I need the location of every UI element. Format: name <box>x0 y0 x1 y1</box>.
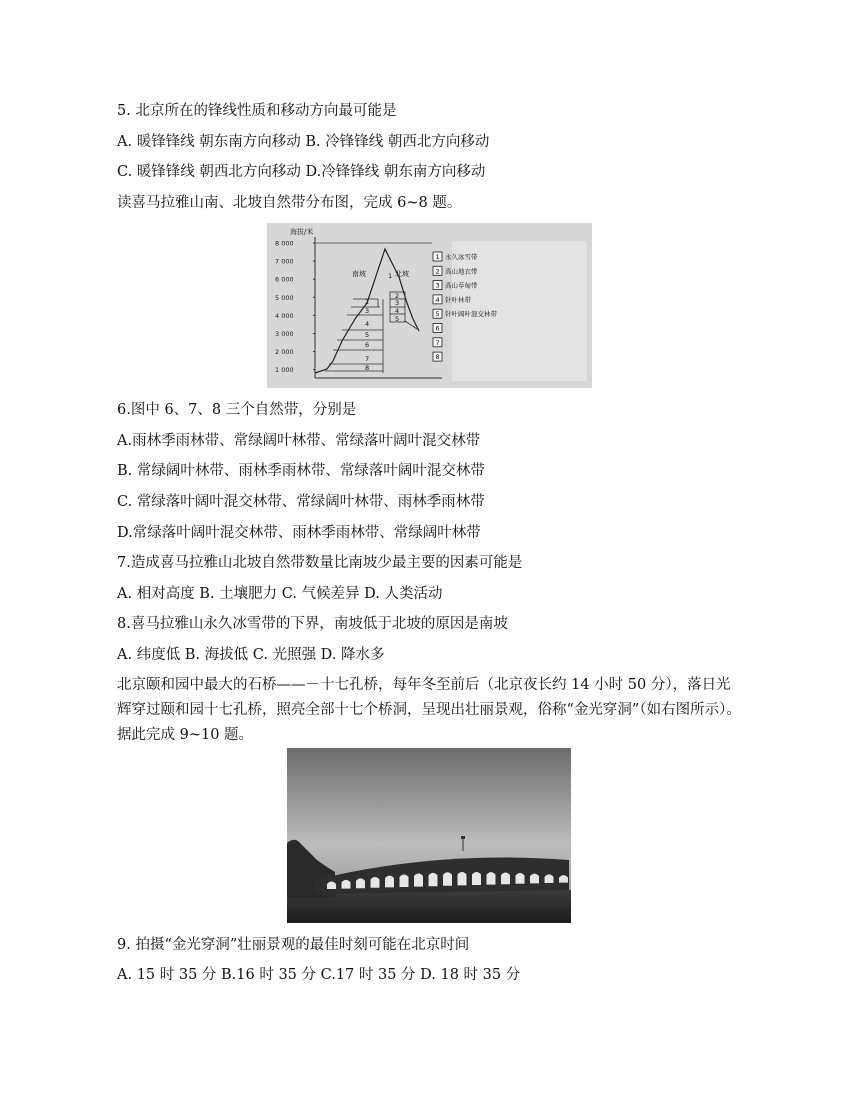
intro-questions-6-8: 读喜马拉雅山南、北坡自然带分布图，完成 6~8 题。 <box>117 195 462 211</box>
question-8-options: A. 纬度低 B. 海拔低 C. 光照强 D. 降水多 <box>117 647 385 663</box>
legend-number: 5 <box>435 310 440 319</box>
bridge-arch <box>356 878 365 888</box>
svg-text:7: 7 <box>365 355 370 363</box>
bridge-arch <box>516 873 525 884</box>
bridge-arch <box>400 875 409 887</box>
question-6-option-d: D.常绿落叶阔叶混交林带、雨林季雨林带、常绿阔叶林带 <box>117 525 481 541</box>
legend-number: 4 <box>435 295 440 304</box>
legend-number: 8 <box>435 353 440 362</box>
svg-text:5: 5 <box>365 331 370 339</box>
svg-text:8: 8 <box>365 364 370 372</box>
question-5: 5. 北京所在的锋线性质和移动方向最可能是 <box>117 103 397 119</box>
bridge-arch <box>530 874 539 884</box>
legend-number: 1 <box>435 253 440 261</box>
legend-label: 针叶阔叶混交林带 <box>445 310 497 319</box>
y-tick-label: 7 000 <box>275 257 294 266</box>
svg-text:4: 4 <box>395 307 400 315</box>
svg-text:2: 2 <box>365 298 370 306</box>
bridge-arch <box>487 872 496 884</box>
y-tick-label: 4 000 <box>275 311 294 320</box>
question-7: 7.造成喜马拉雅山北坡自然带数量比南坡少最主要的因素可能是 <box>117 555 523 571</box>
bridge-arch <box>342 880 351 889</box>
question-5-options-cd: C. 暖锋锋线 朝西北方向移动 D.冷锋锋线 朝东南方向移动 <box>117 164 486 180</box>
legend-number: 7 <box>435 338 440 347</box>
svg-text:1: 1 <box>388 272 393 280</box>
svg-text:5: 5 <box>395 315 400 323</box>
legend-label: 高山地衣带 <box>445 267 478 276</box>
y-tick-label: 3 000 <box>275 330 294 338</box>
bridge-arch <box>385 876 394 888</box>
bridge-arch <box>472 872 481 885</box>
legend-label: 高山草甸带 <box>445 281 478 290</box>
question-9: 9. 拍摄“金光穿洞”壮丽景观的最佳时刻可能在北京时间 <box>117 937 470 953</box>
bridge-arch <box>443 872 452 886</box>
legend-label: 针叶林带 <box>445 295 471 304</box>
y-tick-label: 1 000 <box>275 366 294 375</box>
svg-text:4: 4 <box>365 320 370 328</box>
y-axis-title: 海拔/米 <box>290 228 314 236</box>
svg-text:3: 3 <box>365 307 370 315</box>
svg-text:2: 2 <box>395 292 400 300</box>
svg-text:6: 6 <box>365 341 370 349</box>
y-tick-label: 5 000 <box>275 293 294 302</box>
legend-number: 3 <box>435 281 440 290</box>
bridge-arch <box>429 873 438 886</box>
question-6-option-c: C. 常绿落叶阔叶混交林带、常绿阔叶林带、雨林季雨林带 <box>117 494 485 510</box>
y-tick-label: 2 000 <box>275 348 294 357</box>
question-5-options-ab: A. 暖锋锋线 朝东南方向移动 B. 冷锋锋线 朝西北方向移动 <box>117 134 490 150</box>
bridge-arch <box>414 874 423 887</box>
north-slope-label: 北坡 <box>395 270 409 278</box>
question-9-options: A. 15 时 35 分 B.16 时 35 分 C.17 时 35 分 D. 18 时 35 分 <box>117 967 521 983</box>
south-slope-label: 南坡 <box>352 270 366 278</box>
question-6-option-a: A.雨林季雨林带、常绿阔叶林带、常绿落叶阔叶混交林带 <box>117 433 481 449</box>
bridge-arch <box>545 874 554 883</box>
legend-number: 6 <box>435 324 440 333</box>
question-7-options: A. 相对高度 B. 土壤肥力 C. 气候差异 D. 人类活动 <box>117 586 443 602</box>
seventeen-arch-bridge-photo <box>287 748 571 923</box>
y-tick-label: 6 000 <box>275 275 294 284</box>
bridge-arch <box>371 877 380 888</box>
question-8: 8.喜马拉雅山永久冰雪带的下界，南坡低于北坡的原因是南坡 <box>117 616 508 632</box>
y-tick-label: 8 000 <box>275 239 294 248</box>
legend-label: 永久冰雪带 <box>445 253 478 261</box>
svg-text:3: 3 <box>395 299 400 307</box>
intro-questions-9-10: 北京颐和园中最大的石桥——－十七孔桥，每年冬至前后（北京夜长约 14 小时 50 分），落日光辉穿过颐和园十七孔桥，照亮全部十七个桥洞，呈现出壮丽景观，俗称“金光穿洞”（如右图所示）。据此完成 9~10 题。 <box>117 677 741 743</box>
legend-number: 2 <box>435 267 440 276</box>
bridge-arch <box>458 872 467 885</box>
question-6: 6.图中 6、7、8 三个自然带，分别是 <box>117 402 357 418</box>
himalaya-zones-figure <box>267 223 592 388</box>
bridge-arch <box>501 872 510 884</box>
question-6-option-b: B. 常绿阔叶林带、雨林季雨林带、常绿落叶阔叶混交林带 <box>117 463 485 479</box>
